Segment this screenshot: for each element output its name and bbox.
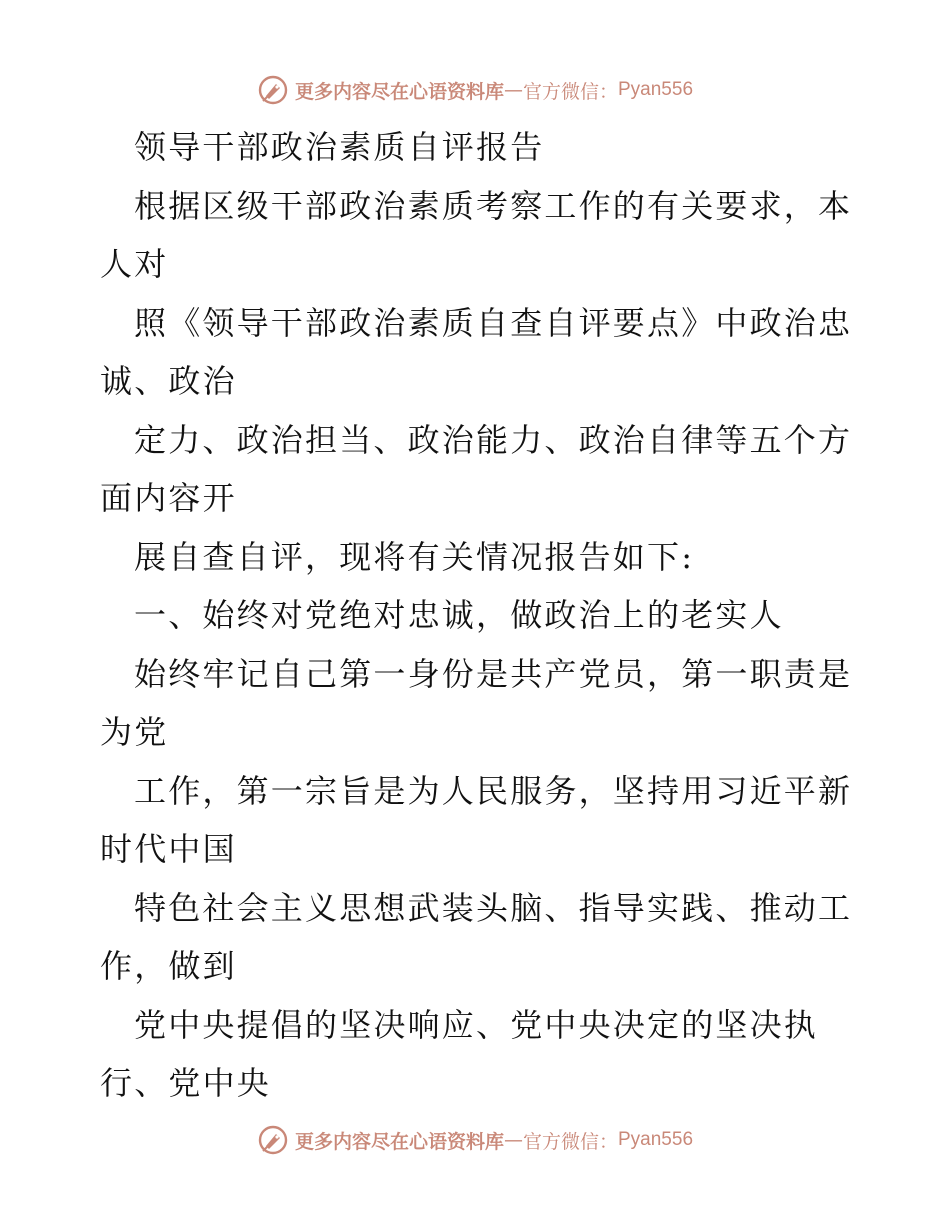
document-line: 时代中国 [100, 830, 237, 868]
banner-contact-label: 官方微信： [522, 1130, 618, 1153]
document-line: 人对 [100, 245, 169, 283]
document-title: 领导干部政治素质自评报告 [134, 128, 545, 166]
document-lines [100, 177, 860, 1113]
document-line: 行、党中央 [100, 1064, 272, 1102]
document-body [100, 118, 860, 1113]
footer-banner [0, 1120, 950, 1160]
banner-contact-value: Pyan556 [618, 1129, 694, 1150]
document-line: 一、始终对党绝对忠诚，做政治上的老实人 [134, 596, 784, 634]
document-line: 面内容开 [100, 479, 237, 517]
document-line: 始终牢记自己第一身份是共产党员，第一职责是 [134, 654, 853, 693]
banner-brand-text: 更多内容尽在心语资料库 [294, 80, 504, 103]
banner-contact-value: Pyan556 [618, 79, 694, 100]
banner-brand-text: 更多内容尽在心语资料库 [294, 1130, 504, 1153]
document-line: 照《领导干部政治素质自查自评要点》中政治忠 [134, 303, 853, 342]
document-line: 定力、政治担当、政治能力、政治自律等五个方 [134, 420, 853, 459]
document-line: 党中央提倡的坚决响应、党中央决定的坚决执 [134, 1005, 819, 1044]
document-line: 特色社会主义思想武装头脑、指导实践、推动工 [134, 888, 853, 927]
pen-nib-icon [257, 74, 289, 106]
document-line: 诚、政治 [100, 362, 237, 400]
pen-nib-icon [257, 1124, 289, 1156]
document-line: 作，做到 [100, 947, 237, 985]
document-line: 展自查自评，现将有关情况报告如下: [134, 537, 695, 576]
document-line: 为党 [100, 713, 169, 751]
document-line: 根据区级干部政治素质考察工作的有关要求，本 [134, 186, 853, 225]
header-banner [0, 70, 950, 110]
banner-separator: — [503, 79, 523, 101]
document-line: 工作，第一宗旨是为人民服务，坚持用习近平新 [134, 771, 853, 810]
banner-separator: — [503, 1129, 523, 1151]
banner-contact-label: 官方微信： [522, 80, 618, 103]
